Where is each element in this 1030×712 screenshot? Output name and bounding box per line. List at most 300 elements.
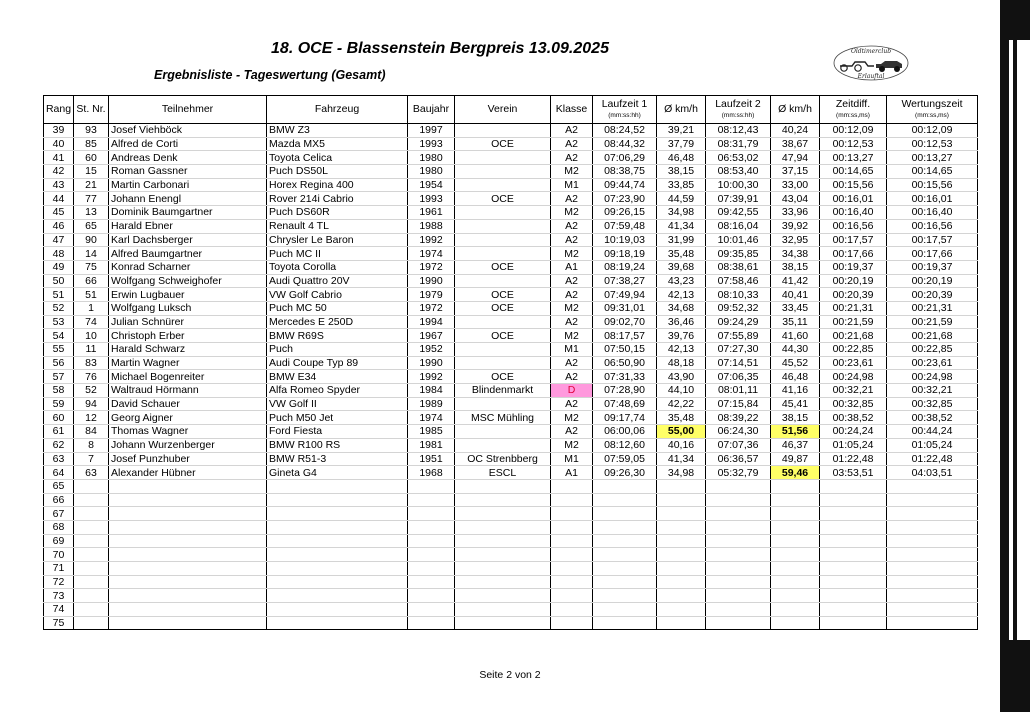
cell-zeitdiff: 00:17,57: [820, 233, 887, 247]
cell-start-nr: 84: [74, 425, 109, 439]
cell-teilnehmer: Waltraud Hörmann: [109, 384, 267, 398]
cell-laufzeit-2: 07:06,35: [706, 370, 771, 384]
cell-kmh-2: 33,96: [771, 206, 820, 220]
cell-rang: 58: [44, 384, 74, 398]
cell-zeitdiff: 00:16,56: [820, 219, 887, 233]
cell-zeitdiff: [820, 562, 887, 576]
cell-zeitdiff: 00:24,98: [820, 370, 887, 384]
cell-verein: [455, 356, 551, 370]
cell-teilnehmer: Thomas Wagner: [109, 425, 267, 439]
cell-start-nr: 13: [74, 206, 109, 220]
cell-verein: OCE: [455, 260, 551, 274]
cell-zeitdiff: 00:17,66: [820, 247, 887, 261]
cell-verein: [455, 178, 551, 192]
cell-klasse: [551, 479, 593, 493]
cell-laufzeit-1: 08:44,32: [593, 137, 657, 151]
cell-laufzeit-2: 07:58,46: [706, 274, 771, 288]
cell-laufzeit-2: [706, 589, 771, 603]
cell-teilnehmer: Roman Gassner: [109, 165, 267, 179]
cell-kmh-1: [657, 479, 706, 493]
cell-rang: 70: [44, 548, 74, 562]
cell-verein: [455, 124, 551, 138]
table-row: [44, 589, 978, 603]
cell-baujahr: 1990: [408, 274, 455, 288]
cell-fahrzeug: BMW R69S: [267, 329, 408, 343]
cell-teilnehmer: Martin Wagner: [109, 356, 267, 370]
table-row: [44, 479, 978, 493]
column-header-laufzeit-1: [593, 96, 657, 124]
cell-fahrzeug: [267, 603, 408, 617]
cell-kmh-2: 38,15: [771, 411, 820, 425]
cell-teilnehmer: Konrad Scharner: [109, 260, 267, 274]
cell-verein: MSC Mühling: [455, 411, 551, 425]
cell-laufzeit-2: [706, 603, 771, 617]
cell-teilnehmer: [109, 589, 267, 603]
cell-baujahr: [408, 616, 455, 630]
cell-klasse: M2: [551, 301, 593, 315]
cell-teilnehmer: [109, 507, 267, 521]
cell-verein: OCE: [455, 301, 551, 315]
cell-rang: 67: [44, 507, 74, 521]
cell-start-nr: [74, 507, 109, 521]
cell-baujahr: 1981: [408, 438, 455, 452]
cell-fahrzeug: Toyota Celica: [267, 151, 408, 165]
cell-fahrzeug: Puch: [267, 343, 408, 357]
cell-kmh-2: 32,95: [771, 233, 820, 247]
cell-kmh-2: [771, 548, 820, 562]
cell-start-nr: [74, 589, 109, 603]
column-header-unit: (mm:ss:hh): [608, 111, 641, 119]
cell-verein: [455, 343, 551, 357]
cell-rang: 64: [44, 466, 74, 480]
cell-klasse: [551, 548, 593, 562]
cell-baujahr: [408, 548, 455, 562]
cell-kmh-1: 34,98: [657, 206, 706, 220]
column-header-label: Ø km/h: [664, 103, 698, 115]
cell-fahrzeug: [267, 493, 408, 507]
cell-laufzeit-1: [593, 534, 657, 548]
cell-fahrzeug: [267, 520, 408, 534]
cell-kmh-1: [657, 548, 706, 562]
cell-laufzeit-1: [593, 479, 657, 493]
cell-zeitdiff: [820, 479, 887, 493]
results-table: [43, 95, 978, 630]
cell-verein: [455, 603, 551, 617]
cell-kmh-1: 33,85: [657, 178, 706, 192]
cell-verein: [455, 315, 551, 329]
cell-start-nr: 90: [74, 233, 109, 247]
cell-start-nr: [74, 520, 109, 534]
cell-laufzeit-2: [706, 493, 771, 507]
cell-teilnehmer: [109, 548, 267, 562]
cell-laufzeit-2: [706, 562, 771, 576]
cell-verein: [455, 219, 551, 233]
cell-rang: 44: [44, 192, 74, 206]
cell-teilnehmer: Andreas Denk: [109, 151, 267, 165]
cell-laufzeit-2: 09:52,32: [706, 301, 771, 315]
cell-laufzeit-2: 09:24,29: [706, 315, 771, 329]
cell-laufzeit-2: 08:31,79: [706, 137, 771, 151]
cell-baujahr: 1992: [408, 370, 455, 384]
cell-zeitdiff: [820, 616, 887, 630]
cell-laufzeit-1: 09:18,19: [593, 247, 657, 261]
cell-kmh-1: [657, 520, 706, 534]
cell-klasse: [551, 603, 593, 617]
column-header-label: Laufzeit 1: [601, 97, 648, 110]
cell-rang: 75: [44, 616, 74, 630]
cell-verein: [455, 206, 551, 220]
cell-start-nr: 7: [74, 452, 109, 466]
cell-laufzeit-2: [706, 575, 771, 589]
cell-klasse: A2: [551, 274, 593, 288]
table-row: [44, 260, 978, 274]
cell-fahrzeug: [267, 589, 408, 603]
cell-teilnehmer: David Schauer: [109, 397, 267, 411]
cell-laufzeit-1: 07:28,90: [593, 384, 657, 398]
cell-start-nr: 60: [74, 151, 109, 165]
cell-baujahr: 1985: [408, 425, 455, 439]
cell-laufzeit-1: 07:31,33: [593, 370, 657, 384]
cell-fahrzeug: [267, 562, 408, 576]
cell-zeitdiff: 01:05,24: [820, 438, 887, 452]
cell-wertungszeit: 00:16,56: [887, 219, 978, 233]
table-row: [44, 315, 978, 329]
cell-verein: [455, 274, 551, 288]
cell-kmh-1: 46,48: [657, 151, 706, 165]
table-row: [44, 151, 978, 165]
cell-fahrzeug: Gineta G4: [267, 466, 408, 480]
cell-zeitdiff: 00:13,27: [820, 151, 887, 165]
cell-teilnehmer: Martin Carbonari: [109, 178, 267, 192]
cell-baujahr: 1974: [408, 411, 455, 425]
cell-klasse: [551, 589, 593, 603]
column-header-label: Ø km/h: [778, 103, 812, 115]
cell-kmh-1: 34,98: [657, 466, 706, 480]
cell-start-nr: 76: [74, 370, 109, 384]
cell-fahrzeug: [267, 534, 408, 548]
cell-kmh-2: [771, 575, 820, 589]
cell-kmh-1: [657, 575, 706, 589]
cell-zeitdiff: [820, 520, 887, 534]
column-header-label: Teilnehmer: [161, 103, 214, 115]
cell-laufzeit-1: 07:59,48: [593, 219, 657, 233]
cell-teilnehmer: [109, 520, 267, 534]
cell-laufzeit-1: 08:24,52: [593, 124, 657, 138]
cell-kmh-1: 39,76: [657, 329, 706, 343]
cell-kmh-2: [771, 562, 820, 576]
cell-fahrzeug: VW Golf II: [267, 397, 408, 411]
cell-wertungszeit: 00:12,53: [887, 137, 978, 151]
column-header-kmh-1: [657, 96, 706, 124]
cell-kmh-2: 34,38: [771, 247, 820, 261]
table-row: [44, 247, 978, 261]
cell-kmh-1: 36,46: [657, 315, 706, 329]
cell-laufzeit-1: 09:02,70: [593, 315, 657, 329]
cell-laufzeit-1: 08:12,60: [593, 438, 657, 452]
cell-rang: 54: [44, 329, 74, 343]
cell-baujahr: 1974: [408, 247, 455, 261]
cell-teilnehmer: Dominik Baumgartner: [109, 206, 267, 220]
column-header-label: Zeitdiff.: [835, 97, 871, 110]
cell-rang: 55: [44, 343, 74, 357]
table-row: [44, 507, 978, 521]
cell-klasse: M2: [551, 411, 593, 425]
cell-laufzeit-1: 07:38,27: [593, 274, 657, 288]
cell-teilnehmer: Josef Viehböck: [109, 124, 267, 138]
cell-klasse: [551, 520, 593, 534]
cell-klasse: A2: [551, 315, 593, 329]
cell-fahrzeug: BMW R100 RS: [267, 438, 408, 452]
cell-fahrzeug: Puch M50 Jet: [267, 411, 408, 425]
cell-klasse: M1: [551, 452, 593, 466]
cell-zeitdiff: [820, 493, 887, 507]
cell-kmh-2: [771, 479, 820, 493]
cell-wertungszeit: [887, 616, 978, 630]
cell-kmh-2: 40,41: [771, 288, 820, 302]
cell-klasse: M2: [551, 438, 593, 452]
cell-baujahr: 1989: [408, 397, 455, 411]
cell-laufzeit-2: [706, 479, 771, 493]
cell-zeitdiff: 00:19,37: [820, 260, 887, 274]
cell-laufzeit-1: [593, 562, 657, 576]
cell-rang: 52: [44, 301, 74, 315]
cell-verein: Blindenmarkt: [455, 384, 551, 398]
cell-baujahr: 1972: [408, 301, 455, 315]
cell-zeitdiff: 01:22,48: [820, 452, 887, 466]
cell-kmh-1: 34,68: [657, 301, 706, 315]
cell-baujahr: 1972: [408, 260, 455, 274]
cell-laufzeit-1: 08:19,24: [593, 260, 657, 274]
column-header-rang: [44, 96, 74, 124]
table-row: [44, 329, 978, 343]
cell-laufzeit-2: 07:39,91: [706, 192, 771, 206]
cell-baujahr: 1952: [408, 343, 455, 357]
column-header-baujahr: [408, 96, 455, 124]
cell-wertungszeit: 00:17,66: [887, 247, 978, 261]
cell-wertungszeit: 00:23,61: [887, 356, 978, 370]
cell-start-nr: [74, 562, 109, 576]
cell-fahrzeug: Puch MC II: [267, 247, 408, 261]
cell-kmh-1: 39,21: [657, 124, 706, 138]
cell-laufzeit-1: 07:23,90: [593, 192, 657, 206]
cell-kmh-2: 59,46: [771, 466, 820, 480]
cell-baujahr: [408, 520, 455, 534]
cell-rang: 48: [44, 247, 74, 261]
cell-wertungszeit: 00:19,37: [887, 260, 978, 274]
cell-teilnehmer: Christoph Erber: [109, 329, 267, 343]
cell-wertungszeit: 01:22,48: [887, 452, 978, 466]
cell-teilnehmer: Wolfgang Schweighofer: [109, 274, 267, 288]
column-header-teilnehmer: [109, 96, 267, 124]
column-header-label: Klasse: [555, 103, 588, 115]
cell-wertungszeit: 00:21,68: [887, 329, 978, 343]
cell-baujahr: 1997: [408, 124, 455, 138]
cell-baujahr: 1990: [408, 356, 455, 370]
table-row: [44, 520, 978, 534]
cell-zeitdiff: 03:53,51: [820, 466, 887, 480]
cell-laufzeit-2: 08:01,11: [706, 384, 771, 398]
cell-teilnehmer: [109, 479, 267, 493]
table-header-row: [44, 96, 978, 124]
cell-start-nr: [74, 575, 109, 589]
cell-klasse: [551, 493, 593, 507]
cell-laufzeit-2: 05:32,79: [706, 466, 771, 480]
cell-klasse: M1: [551, 178, 593, 192]
column-header-laufzeit-2: [706, 96, 771, 124]
cell-kmh-1: [657, 589, 706, 603]
cell-baujahr: 1979: [408, 288, 455, 302]
cell-verein: [455, 534, 551, 548]
cell-teilnehmer: Harald Schwarz: [109, 343, 267, 357]
cell-laufzeit-2: 07:55,89: [706, 329, 771, 343]
table-row: [44, 562, 978, 576]
cell-laufzeit-2: [706, 520, 771, 534]
cell-klasse: A2: [551, 233, 593, 247]
cell-wertungszeit: 00:38,52: [887, 411, 978, 425]
cell-laufzeit-2: 08:39,22: [706, 411, 771, 425]
cell-fahrzeug: [267, 479, 408, 493]
cell-fahrzeug: BMW R51-3: [267, 452, 408, 466]
cell-rang: 53: [44, 315, 74, 329]
cell-zeitdiff: 00:32,21: [820, 384, 887, 398]
cell-kmh-2: 41,60: [771, 329, 820, 343]
cell-verein: [455, 397, 551, 411]
cell-kmh-1: [657, 507, 706, 521]
cell-zeitdiff: 00:14,65: [820, 165, 887, 179]
cell-wertungszeit: 00:16,01: [887, 192, 978, 206]
cell-kmh-1: [657, 616, 706, 630]
cell-kmh-2: 38,67: [771, 137, 820, 151]
cell-baujahr: [408, 479, 455, 493]
cell-rang: 49: [44, 260, 74, 274]
cell-verein: OCE: [455, 192, 551, 206]
cell-start-nr: 52: [74, 384, 109, 398]
cell-rang: 57: [44, 370, 74, 384]
cell-klasse: A2: [551, 288, 593, 302]
cell-rang: 59: [44, 397, 74, 411]
column-header-unit: (mm:ss,ms): [915, 111, 949, 119]
cell-kmh-1: 35,48: [657, 247, 706, 261]
cell-fahrzeug: Puch DS50L: [267, 165, 408, 179]
cell-teilnehmer: Johann Wurzenberger: [109, 438, 267, 452]
cell-wertungszeit: 00:16,40: [887, 206, 978, 220]
cell-start-nr: 8: [74, 438, 109, 452]
cell-kmh-1: 55,00: [657, 425, 706, 439]
club-logo-icon: [832, 44, 910, 82]
cell-rang: 43: [44, 178, 74, 192]
cell-zeitdiff: [820, 548, 887, 562]
cell-wertungszeit: 01:05,24: [887, 438, 978, 452]
cell-teilnehmer: Karl Dachsberger: [109, 233, 267, 247]
cell-kmh-2: 44,30: [771, 343, 820, 357]
column-header-wertungszeit: [887, 96, 978, 124]
cell-rang: 60: [44, 411, 74, 425]
cell-klasse: A2: [551, 425, 593, 439]
cell-kmh-1: [657, 562, 706, 576]
cell-zeitdiff: 00:20,19: [820, 274, 887, 288]
cell-teilnehmer: Erwin Lugbauer: [109, 288, 267, 302]
cell-wertungszeit: [887, 575, 978, 589]
table-row: [44, 165, 978, 179]
cell-kmh-1: 44,59: [657, 192, 706, 206]
cell-zeitdiff: [820, 534, 887, 548]
cell-fahrzeug: Audi Coupe Typ 89: [267, 356, 408, 370]
cell-zeitdiff: [820, 507, 887, 521]
cell-kmh-1: 42,13: [657, 288, 706, 302]
cell-kmh-2: 39,92: [771, 219, 820, 233]
cell-klasse: [551, 562, 593, 576]
cell-laufzeit-1: 09:17,74: [593, 411, 657, 425]
cell-kmh-2: 37,15: [771, 165, 820, 179]
cell-zeitdiff: 00:15,56: [820, 178, 887, 192]
cell-zeitdiff: 00:21,31: [820, 301, 887, 315]
cell-klasse: M2: [551, 165, 593, 179]
cell-laufzeit-1: 09:26,15: [593, 206, 657, 220]
cell-klasse: A2: [551, 124, 593, 138]
cell-teilnehmer: [109, 493, 267, 507]
column-header-kmh-2: [771, 96, 820, 124]
cell-fahrzeug: [267, 616, 408, 630]
cell-start-nr: 66: [74, 274, 109, 288]
cell-verein: [455, 575, 551, 589]
table-row: [44, 288, 978, 302]
cell-fahrzeug: BMW E34: [267, 370, 408, 384]
cell-laufzeit-1: [593, 548, 657, 562]
cell-wertungszeit: 00:17,57: [887, 233, 978, 247]
cell-fahrzeug: Horex Regina 400: [267, 178, 408, 192]
cell-wertungszeit: [887, 507, 978, 521]
cell-start-nr: 11: [74, 343, 109, 357]
cell-kmh-2: 45,52: [771, 356, 820, 370]
cell-start-nr: 93: [74, 124, 109, 138]
cell-laufzeit-1: 08:38,75: [593, 165, 657, 179]
cell-verein: [455, 589, 551, 603]
table-row: [44, 192, 978, 206]
cell-laufzeit-2: 07:07,36: [706, 438, 771, 452]
cell-zeitdiff: 00:12,09: [820, 124, 887, 138]
cell-wertungszeit: 00:13,27: [887, 151, 978, 165]
column-header-fahrzeug: [267, 96, 408, 124]
table-row: [44, 233, 978, 247]
cell-rang: 71: [44, 562, 74, 576]
table-row: [44, 438, 978, 452]
cell-laufzeit-1: 06:00,06: [593, 425, 657, 439]
cell-klasse: M2: [551, 329, 593, 343]
table-row: [44, 411, 978, 425]
cell-kmh-1: 37,79: [657, 137, 706, 151]
cell-rang: 73: [44, 589, 74, 603]
cell-wertungszeit: 00:15,56: [887, 178, 978, 192]
cell-start-nr: [74, 493, 109, 507]
cell-laufzeit-1: [593, 616, 657, 630]
cell-kmh-2: 49,87: [771, 452, 820, 466]
cell-baujahr: 1967: [408, 329, 455, 343]
cell-verein: [455, 233, 551, 247]
cell-laufzeit-2: [706, 548, 771, 562]
cell-fahrzeug: [267, 548, 408, 562]
cell-start-nr: [74, 603, 109, 617]
cell-verein: [455, 479, 551, 493]
cell-teilnehmer: Alfred de Corti: [109, 137, 267, 151]
cell-verein: OCE: [455, 329, 551, 343]
cell-baujahr: [408, 603, 455, 617]
column-header-unit: (mm:ss:hh): [721, 111, 755, 119]
cell-laufzeit-1: [593, 603, 657, 617]
cell-laufzeit-2: 08:10,33: [706, 288, 771, 302]
cell-zeitdiff: 00:21,59: [820, 315, 887, 329]
cell-zeitdiff: 00:24,24: [820, 425, 887, 439]
cell-verein: [455, 507, 551, 521]
